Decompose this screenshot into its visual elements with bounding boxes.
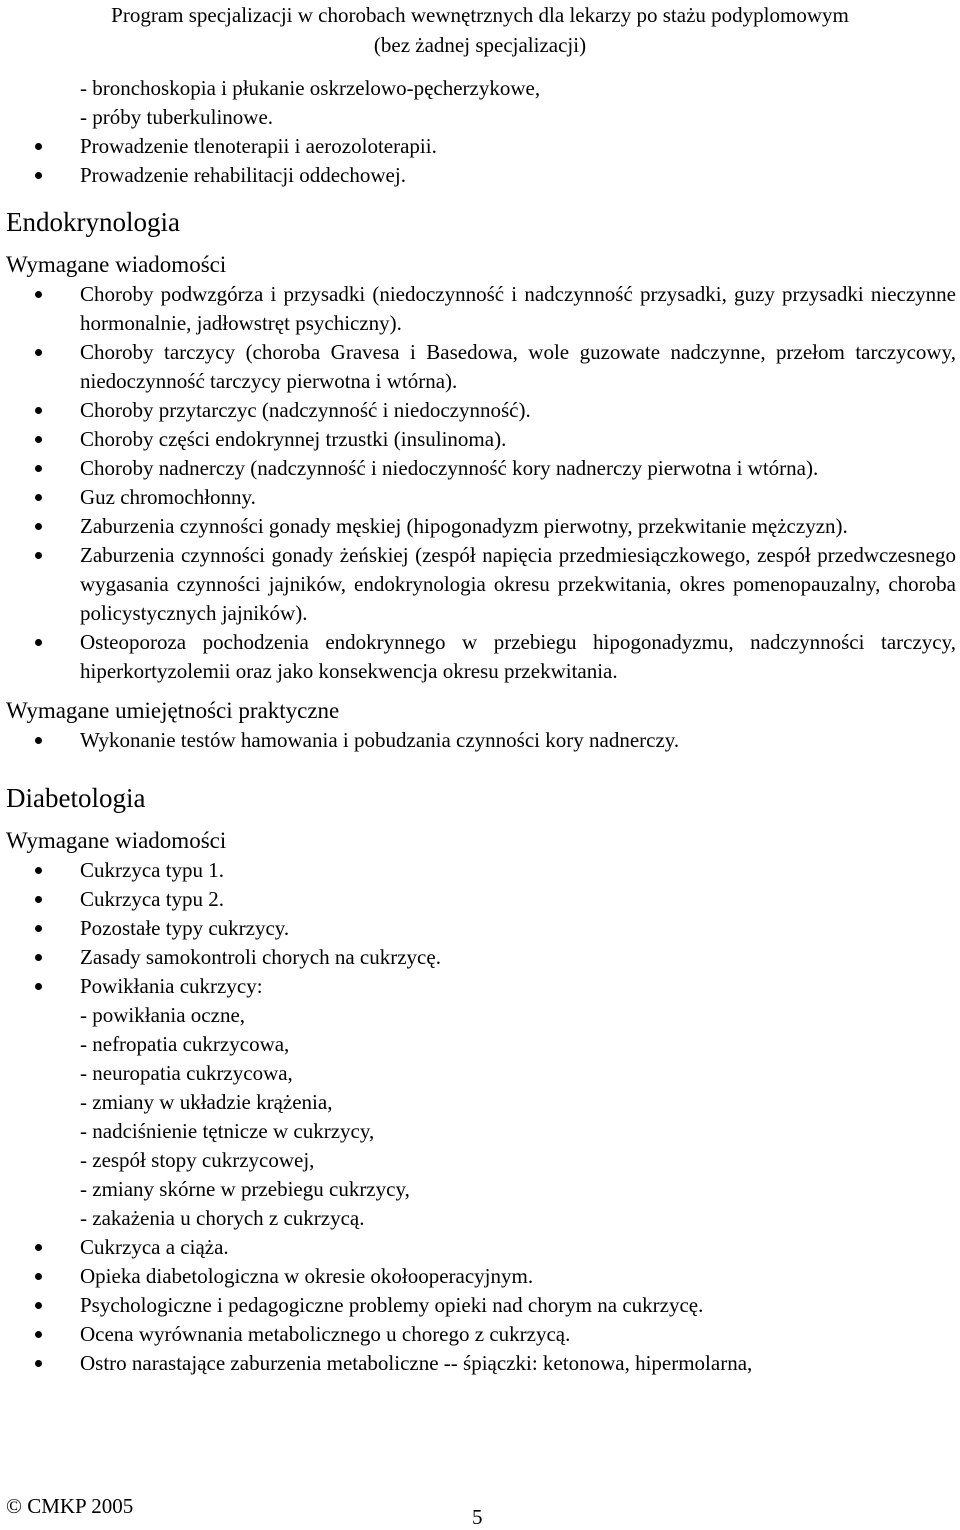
list-item: Ocena wyrównania metabolicznego u chorego z cukrzycą. — [6, 1320, 956, 1349]
list-item: Osteoporoza pochodzenia endokrynnego w przebiegu hipogonadyzmu, nadczynności tarczycy, hiperkortyzolemii oraz jako konsekwencja okresu przekwitania. — [6, 628, 956, 686]
document-body — [6, 74, 956, 1378]
complication-item: - zespół stopy cukrzycowej, — [80, 1148, 315, 1172]
complication-item: - neuropatia cukrzycowa, — [80, 1061, 293, 1085]
bullet-icon — [35, 1360, 42, 1367]
bullet-icon — [35, 1331, 42, 1338]
list-item: Ostro narastające zaburzenia metaboliczne -- śpiączki: ketonowa, hipermolarna, — [6, 1349, 956, 1378]
knowledge-heading: Wymagane wiadomości — [6, 252, 227, 277]
bullet-icon — [35, 465, 42, 472]
list-item: Choroby przytarczyc (nadczynność i niedoczynność). — [6, 396, 956, 425]
list-item: Cukrzyca typu 2. — [6, 885, 956, 914]
list-item: Zaburzenia czynności gonady żeńskiej (zespół napięcia przedmiesiączkowego, zespół przedwczesnego wygasania czynności jajników, endokrynologia okresu przekwitania, okres pomenopauzalny, choroba policystycznych jajników). — [6, 541, 956, 628]
section-title-endokrynologia: Endokrynologia — [6, 207, 180, 237]
bullet-icon — [35, 867, 42, 874]
dash-item: - próby tuberkulinowe. — [80, 105, 274, 129]
bullet-icon — [35, 1302, 42, 1309]
bullet-icon — [35, 436, 42, 443]
footer-copyright: © CMKP 2005 — [6, 1494, 134, 1518]
bullet-icon — [35, 523, 42, 530]
list-item: Opieka diabetologiczna w okresie okołooperacyjnym. — [6, 1262, 956, 1291]
bullet-icon — [35, 983, 42, 990]
bullet-icon — [35, 291, 42, 298]
list-item: Choroby podwzgórza i przysadki (niedoczynność i nadczynność przysadki, guzy przysadki nieczynne hormonalnie, jadłowstręt psychiczny). — [6, 280, 956, 338]
bullet-icon — [35, 737, 42, 744]
list-item: Pozostałe typy cukrzycy. — [6, 914, 956, 943]
bullet-icon — [35, 407, 42, 414]
complication-item: - zakażenia u chorych z cukrzycą. — [80, 1206, 365, 1230]
bullet-icon — [35, 172, 42, 179]
bullet-icon — [35, 954, 42, 961]
list-item: Cukrzyca a ciąża. — [6, 1233, 956, 1262]
knowledge-heading: Wymagane wiadomości — [6, 828, 227, 853]
complications-label: Powikłania cukrzycy: — [80, 974, 263, 998]
complication-item: - nefropatia cukrzycowa, — [80, 1032, 290, 1056]
complication-item: - zmiany w układzie krążenia, — [80, 1090, 333, 1114]
dia-knowledge-list — [6, 856, 956, 1378]
list-item: Choroby nadnerczy (nadczynność i niedoczynność kory nadnerczy pierwotna i wtórna). — [6, 454, 956, 483]
page-number: 5 — [472, 1505, 483, 1529]
endo-knowledge-list — [6, 280, 956, 686]
bullet-icon — [35, 1273, 42, 1280]
bullet-icon — [35, 896, 42, 903]
list-item-complications — [6, 972, 956, 1233]
endo-skills-list — [6, 726, 956, 755]
bullet-icon — [35, 552, 42, 559]
list-item: Wykonanie testów hamowania i pobudzania czynności kory nadnerczy. — [6, 726, 956, 755]
page-header — [0, 0, 960, 60]
list-item: Zaburzenia czynności gonady męskiej (hipogonadyzm pierwotny, przekwitanie mężczyzn). — [6, 512, 956, 541]
list-item: Prowadzenie tlenoterapii i aerozoloterapii. — [6, 132, 956, 161]
continuation-list — [6, 132, 956, 190]
header-subtitle: (bez żadnej specjalizacji) — [373, 33, 587, 57]
list-item: Psychologiczne i pedagogiczne problemy opieki nad chorym na cukrzycę. — [6, 1291, 956, 1320]
dash-item: - bronchoskopia i płukanie oskrzelowo-pęcherzykowe, — [80, 76, 541, 100]
section-title-diabetologia: Diabetologia — [6, 783, 146, 813]
complication-item: - zmiany skórne w przebiegu cukrzycy, — [80, 1177, 410, 1201]
bullet-icon — [35, 349, 42, 356]
list-item: Choroby części endokrynnej trzustki (insulinoma). — [6, 425, 956, 454]
header-title: Program specjalizacji w chorobach wewnętrznych dla lekarzy po stażu podyplomowym — [111, 3, 849, 27]
list-item: Prowadzenie rehabilitacji oddechowej. — [6, 161, 956, 190]
bullet-icon — [35, 925, 42, 932]
list-item: Cukrzyca typu 1. — [6, 856, 956, 885]
list-item: Guz chromochłonny. — [6, 483, 956, 512]
list-item: Zasady samokontroli chorych na cukrzycę. — [6, 943, 956, 972]
bullet-icon — [35, 1244, 42, 1251]
skills-heading: Wymagane umiejętności praktyczne — [6, 698, 340, 723]
continuation-block — [6, 74, 956, 190]
list-item: Choroby tarczycy (choroba Gravesa i Basedowa, wole guzowate nadczynne, przełom tarczycowy, niedoczynność tarczycy pierwotna i wtórna). — [6, 338, 956, 396]
bullet-icon — [35, 143, 42, 150]
complication-item: - powikłania oczne, — [80, 1003, 246, 1027]
bullet-icon — [35, 494, 42, 501]
complication-item: - nadciśnienie tętnicze w cukrzycy, — [80, 1119, 375, 1143]
bullet-icon — [35, 639, 42, 646]
